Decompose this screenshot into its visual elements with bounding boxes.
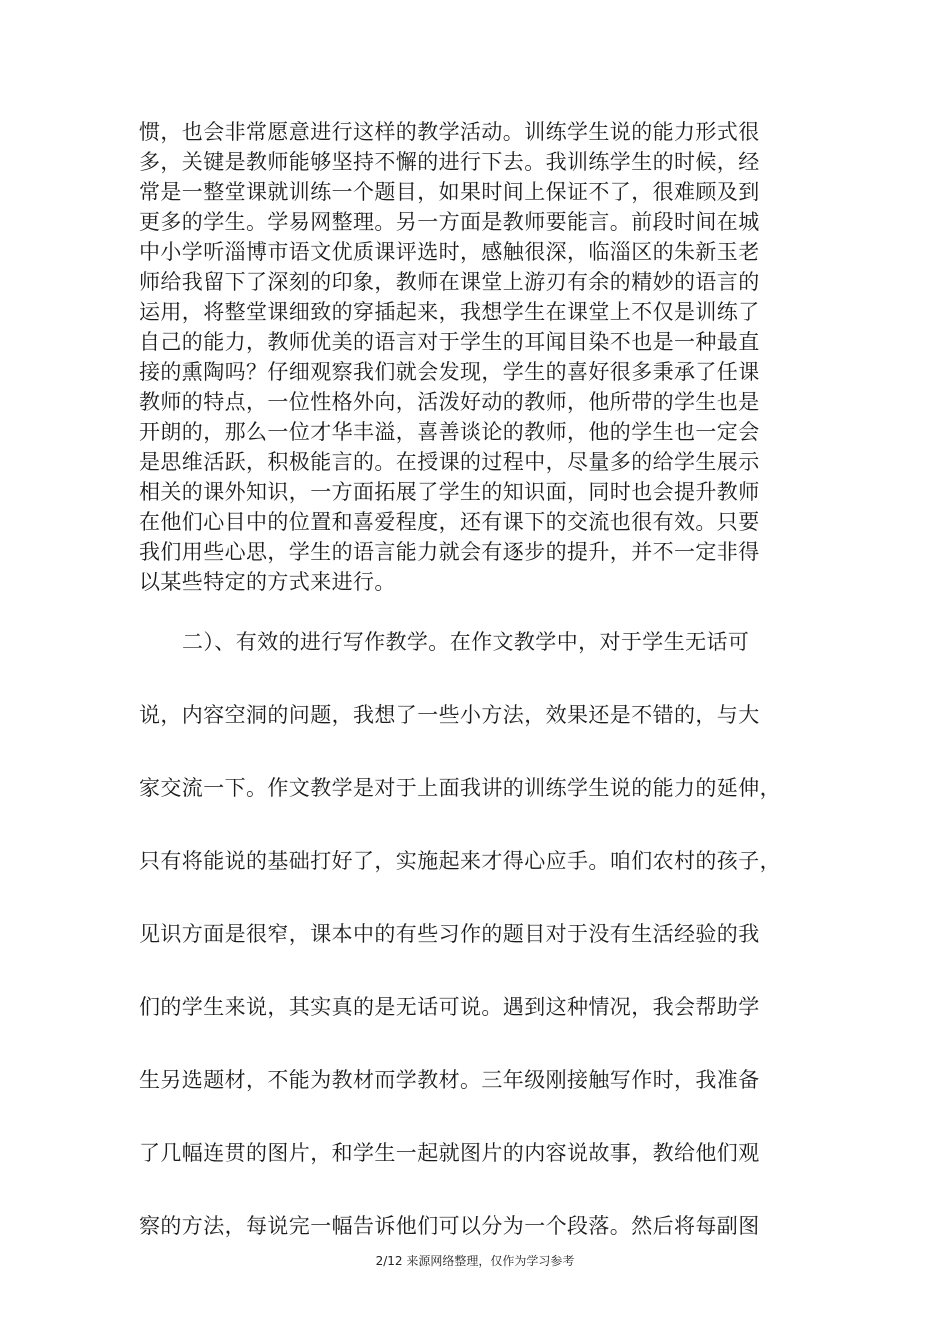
text-line: 相关的课外知识，一方面拓展了学生的知识面，同时也会提升教师 (139, 480, 760, 504)
text-line: 我们用些心思，学生的语言能力就会有逐步的提升，并不一定非得 (139, 540, 760, 564)
text-line: 师给我留下了深刻的印象，教师在课堂上游刃有余的精妙的语言的 (139, 270, 760, 294)
text-line: 察的方法，每说完一幅告诉他们可以分为一个段落。然后将每副图 (139, 1214, 760, 1238)
text-line: 是思维活跃，积极能言的。在授课的过程中，尽量多的给学生展示 (139, 450, 760, 474)
text-line: 见识方面是很窄，课本中的有些习作的题目对于没有生活经验的我 (139, 922, 760, 946)
text-line: 中小学听淄博市语文优质课评选时，感触很深，临淄区的朱新玉老 (139, 240, 760, 264)
text-line: 在他们心目中的位置和喜爱程度，还有课下的交流也很有效。只要 (139, 510, 760, 534)
page-footer: 2/12 来源网络整理，仅作为学习参考 (375, 1254, 575, 1268)
text-line: 接的熏陶吗？仔细观察我们就会发现，学生的喜好很多秉承了任课 (139, 360, 760, 384)
text-line: 开朗的，那么一位才华丰溢，喜善谈论的教师，他的学生也一定会 (139, 420, 760, 444)
text-line: 自己的能力，教师优美的语言对于学生的耳闻目染不也是一种最直 (139, 330, 760, 354)
text-line: 了几幅连贯的图片，和学生一起就图片的内容说故事，教给他们观 (139, 1141, 760, 1165)
text-line: 只有将能说的基础打好了，实施起来才得心应手。咱们农村的孩子， (139, 849, 781, 873)
text-line: 更多的学生。学易网整理。另一方面是教师要能言。前段时间在城 (139, 210, 760, 234)
text-line: 家交流一下。作文教学是对于上面我讲的训练学生说的能力的延伸， (139, 776, 781, 800)
text-line: 生另选题材，不能为教材而学教材。三年级刚接触写作时，我准备 (139, 1068, 760, 1092)
text-line: 常是一整堂课就训练一个题目，如果时间上保证不了，很难顾及到 (139, 180, 760, 204)
text-line: 们的学生来说，其实真的是无话可说。遇到这种情况，我会帮助学 (139, 995, 760, 1019)
text-line: 说，内容空洞的问题，我想了一些小方法，效果还是不错的，与大 (139, 703, 760, 727)
text-line: 多，关键是教师能够坚持不懈的进行下去。我训练学生的时候，经 (139, 150, 760, 174)
text-line: 二）、有效的进行写作教学。在作文教学中，对于学生无话可 (182, 630, 750, 654)
text-line: 教师的特点，一位性格外向，活泼好动的教师，他所带的学生也是 (139, 390, 760, 414)
text-line: 运用，将整堂课细致的穿插起来，我想学生在课堂上不仅是训练了 (139, 300, 760, 324)
text-line: 惯，也会非常愿意进行这样的教学活动。训练学生说的能力形式很 (139, 120, 760, 144)
text-line: 以某些特定的方式来进行。 (139, 570, 396, 594)
